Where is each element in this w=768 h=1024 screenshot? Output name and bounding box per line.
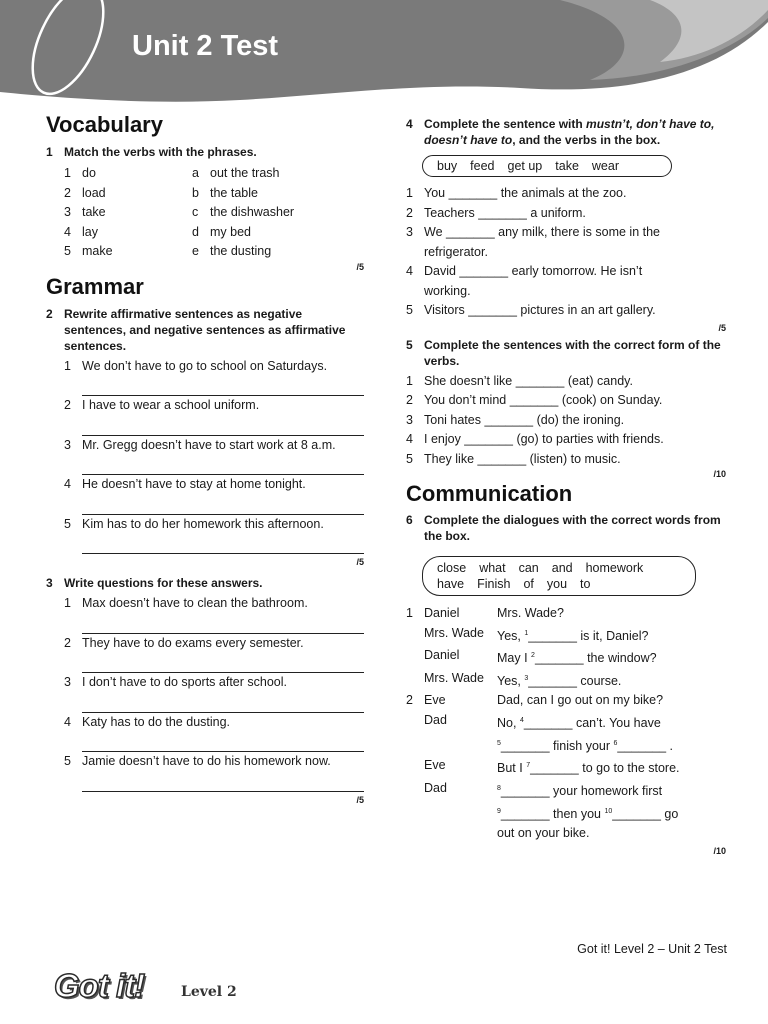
answer-line[interactable] — [82, 495, 364, 515]
exercise-4-word-box: buy feed get up take wear — [422, 155, 672, 177]
exercise-2-score: /5 — [356, 557, 364, 567]
match-row: 1 do a out the trash — [64, 166, 280, 180]
list-item: 3 We _______ any milk, there is some in the refrigerator. — [406, 225, 661, 259]
got-it-logo: Got it! — [54, 967, 145, 1004]
dialogue-line: Mrs. Wade Yes, $^1$_______ is it, Daniel? — [424, 625, 649, 643]
list-item: 4 I enjoy _______ (go) to parties with friends. — [406, 432, 664, 446]
answer-line[interactable] — [82, 732, 364, 752]
list-item: 2 Teachers _______ a uniform. — [406, 205, 586, 220]
list-item: 2 I have to wear a school uniform. — [64, 398, 260, 412]
answer-line[interactable] — [82, 534, 364, 554]
grammar-heading: Grammar — [46, 273, 144, 299]
right-column — [406, 116, 726, 856]
exercise-1-instruction: 1 Match the verbs with the phrases. — [46, 145, 257, 159]
match-row: 4 lay d my bed — [64, 224, 251, 239]
exercise-6-word-box: close what can and homework have Finish of you to — [422, 556, 696, 596]
list-item: 5 They like _______ (listen) to music. — [406, 451, 621, 466]
dialogue-2 — [406, 691, 726, 843]
exercise-4-instruction: 4 Complete the sentence with mustn’t, don’t have to, doesn’t have to, and the verbs in the box. — [406, 117, 715, 147]
answer-line[interactable] — [82, 376, 364, 396]
dialogue-line: Mrs. Wade Yes, $^3$_______ course. — [424, 670, 622, 688]
footer-course-label: Got it! Level 2 – Unit 2 Test — [577, 942, 727, 956]
match-row: 2 load b the table — [64, 185, 258, 200]
list-item: 5 Visitors _______ pictures in an art gallery. — [406, 303, 656, 317]
list-item: 3 I don’t have to do sports after school. — [64, 675, 287, 689]
answer-line[interactable] — [82, 455, 364, 475]
exercise-2-instruction: 2 Rewrite affirmative sentences as negative sentences, and negative sentences as affirmative sentences. — [46, 306, 346, 353]
list-item: 1 We don’t have to go to school on Saturdays. — [64, 358, 328, 373]
list-item: 5 Kim has to do her homework this afternoon. — [64, 516, 324, 531]
exercise-3-score: /5 — [356, 794, 364, 805]
exercise-5-items — [406, 372, 726, 470]
list-item: 2 You don’t mind _______ (cook) on Sunday. — [406, 393, 663, 407]
list-item: 2 They have to do exams every semester. — [64, 635, 304, 650]
dialogue-line: $^9$_______ then you $^{10}$_______ go — [497, 806, 679, 821]
vocabulary-heading: Vocabulary — [46, 112, 163, 137]
exercise-4-items — [406, 184, 726, 321]
list-item: 4 David _______ early tomorrow. He isn’t working. — [406, 264, 643, 298]
answer-line[interactable] — [82, 653, 364, 673]
list-item: 4 He doesn’t have to stay at home tonight. — [64, 477, 306, 491]
dialogue-line: Eve But I $^7$_______ to go to the store. — [424, 758, 680, 776]
communication-heading: Communication — [406, 481, 573, 506]
page-title: Unit 2 Test — [132, 30, 279, 62]
list-item: 4 Katy has to do the dusting. — [64, 714, 231, 729]
match-list — [64, 164, 364, 262]
list-item: 1 You _______ the animals at the zoo. — [406, 186, 627, 200]
dialogue-line: Dad No, $^4$_______ can’t. You have — [424, 712, 661, 731]
list-item: 3 Mr. Gregg doesn’t have to start work at 8 a.m. — [64, 437, 336, 452]
dialogue-line: $^5$_______ finish your $^6$_______ . — [497, 738, 674, 753]
dialogue-line: Dad $^8$_______ your homework first — [424, 780, 663, 799]
answer-line[interactable] — [82, 614, 364, 634]
match-row: 3 take c the dishwasher — [64, 205, 295, 219]
exercise-2-items — [46, 357, 364, 555]
header-banner — [0, 0, 768, 120]
list-item: 3 Toni hates _______ (do) the ironing. — [406, 412, 625, 427]
list-item: 1 She doesn’t like _______ (eat) candy. — [406, 373, 633, 388]
exercise-3-instruction: 3 Write questions for these answers. — [46, 576, 263, 590]
answer-line[interactable] — [82, 693, 364, 713]
dialogue-line: 2 Eve Dad, can I go out on my bike? — [406, 693, 664, 708]
exercise-1-score: /5 — [356, 261, 364, 272]
list-item: 5 Jamie doesn’t have to do his homework now. — [64, 754, 331, 768]
exercise-6-instruction: 6 Complete the dialogues with the correct words from the box. — [406, 513, 721, 543]
exercise-3-items — [46, 594, 364, 792]
match-row: 5 make e the dusting — [64, 244, 272, 258]
answer-line[interactable] — [82, 416, 364, 436]
dialogue-line: out on your bike. — [497, 826, 590, 841]
dialogue-line: 1 Daniel Mrs. Wade? — [406, 606, 564, 620]
answer-line[interactable] — [82, 772, 364, 792]
exercise-5-instruction: 5 Complete the sentences with the correct form of the verbs. — [406, 337, 721, 368]
exercise-5-score: /10 — [713, 469, 726, 479]
dialogue-line: Daniel May I $^2$_______ the window? — [424, 648, 657, 666]
exercise-4-score: /5 — [718, 322, 726, 333]
banner-swoosh — [0, 0, 768, 120]
list-item: 1 Max doesn’t have to clean the bathroom. — [64, 596, 308, 610]
left-column — [46, 112, 364, 805]
logo-level-label: Level 2 — [181, 984, 237, 1000]
dialogue-1 — [406, 604, 726, 691]
exercise-6-score: /10 — [713, 845, 726, 856]
